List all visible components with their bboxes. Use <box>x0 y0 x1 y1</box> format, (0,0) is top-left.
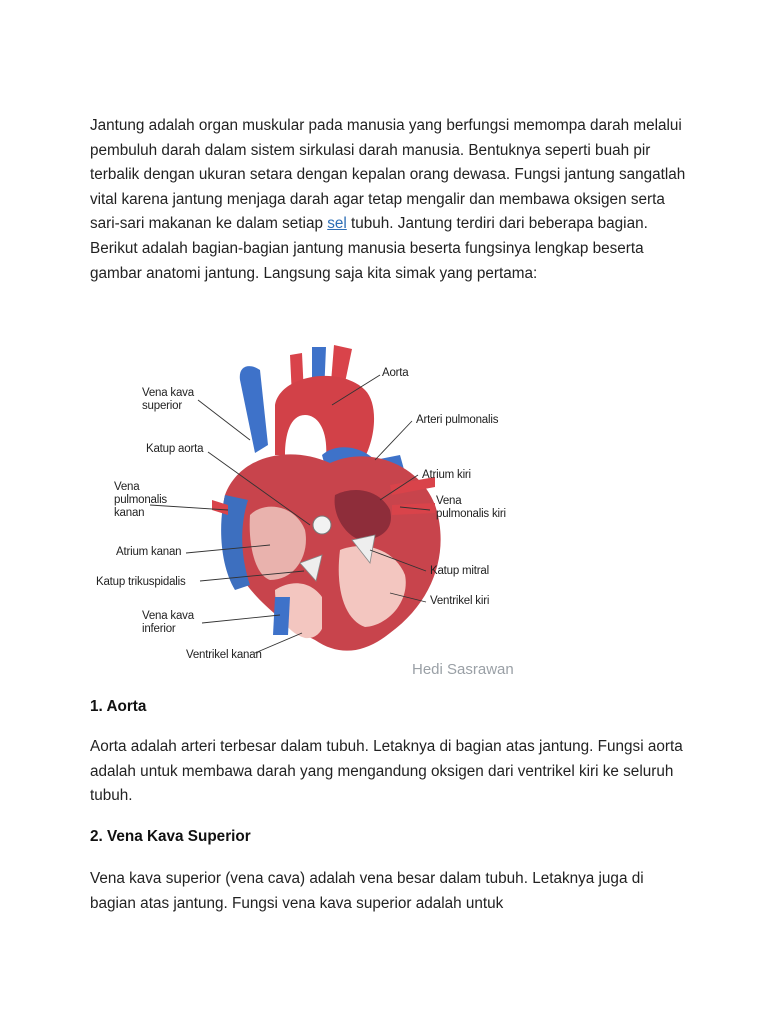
intro-paragraph <box>90 114 690 286</box>
pulmonary-vein-left-lower <box>392 503 435 515</box>
label-katup-aorta: Katup aorta <box>146 443 204 455</box>
label-vena-kava-inferior: Vena kava inferior <box>142 610 194 635</box>
label-aorta: Aorta <box>382 367 409 379</box>
label-vena-pulmonalis-kiri: Vena pulmonalis kiri <box>436 495 506 520</box>
label-atrium-kanan: Atrium kanan <box>116 546 182 558</box>
leader-arteri-pulmonalis <box>375 421 412 460</box>
label-katup-mitral: Katup mitral <box>430 565 489 577</box>
leader-vena-kava-inferior <box>202 615 280 623</box>
label-ventrikel-kanan: Ventrikel kanan <box>186 649 262 661</box>
leader-ventrikel-kanan <box>255 633 302 653</box>
aorta-paragraph: Aorta adalah arteri terbesar dalam tubuh. Letaknya di bagian atas jantung. Fungsi aorta adalah untuk membawa darah yang mengandung oksigen dari ventrikel kiri ke seluruh tubuh. <box>90 738 683 805</box>
vena-kava-superior-paragraph: Vena kava superior (vena cava) adalah vena besar dalam tubuh. Letaknya juga di bagian atas jantung. Fungsi vena kava superior adalah untuk <box>90 870 644 912</box>
heading-vena-kava-superior: 2. Vena Kava Superior <box>90 828 251 845</box>
label-vena-pulmonalis-kanan: Vena pulmonalis kanan <box>114 481 167 519</box>
label-atrium-kiri: Atrium kiri <box>422 469 471 481</box>
label-arteri-pulmonalis: Arteri pulmonalis <box>416 414 499 426</box>
intro-text-before-link: Jantung adalah organ muskular pada manusia yang berfungsi memompa darah melalui pembuluh darah dalam sistem sirkulasi darah manusia. Bentuknya seperti buah pir terbalik dengan ukuran setara dengan kepalan orang dewasa. Fungsi jantung sangatlah vital karena jantung menjaga darah agar tetap mengalir dan membawa oksigen serta sari-sari makanan ke dalam setiap <box>90 117 686 233</box>
heart-anatomy-figure <box>90 335 530 685</box>
figure-credit: Hedi Sasrawan <box>412 661 514 678</box>
label-vena-kava-superior: Vena kava superior <box>142 387 194 412</box>
aortic-valve-shape <box>313 516 331 534</box>
heading-aorta: 1. Aorta <box>90 698 147 715</box>
sel-link[interactable]: sel <box>327 215 347 233</box>
vena-kava-inferior-shape <box>273 597 290 635</box>
label-ventrikel-kiri: Ventrikel kiri <box>430 595 490 607</box>
intro-text-after-link: tubuh. Jantung terdiri dari beberapa bagian. Berikut adalah bagian-bagian jantung manusia beserta fungsinya lengkap beserta gambar anatomi jantung. Langsung saja kita simak yang pertama: <box>90 215 648 282</box>
label-katup-trikuspidalis: Katup trikuspidalis <box>96 576 186 588</box>
vena-kava-superior-shape <box>240 366 268 453</box>
leader-vena-kava-superior <box>198 400 250 440</box>
